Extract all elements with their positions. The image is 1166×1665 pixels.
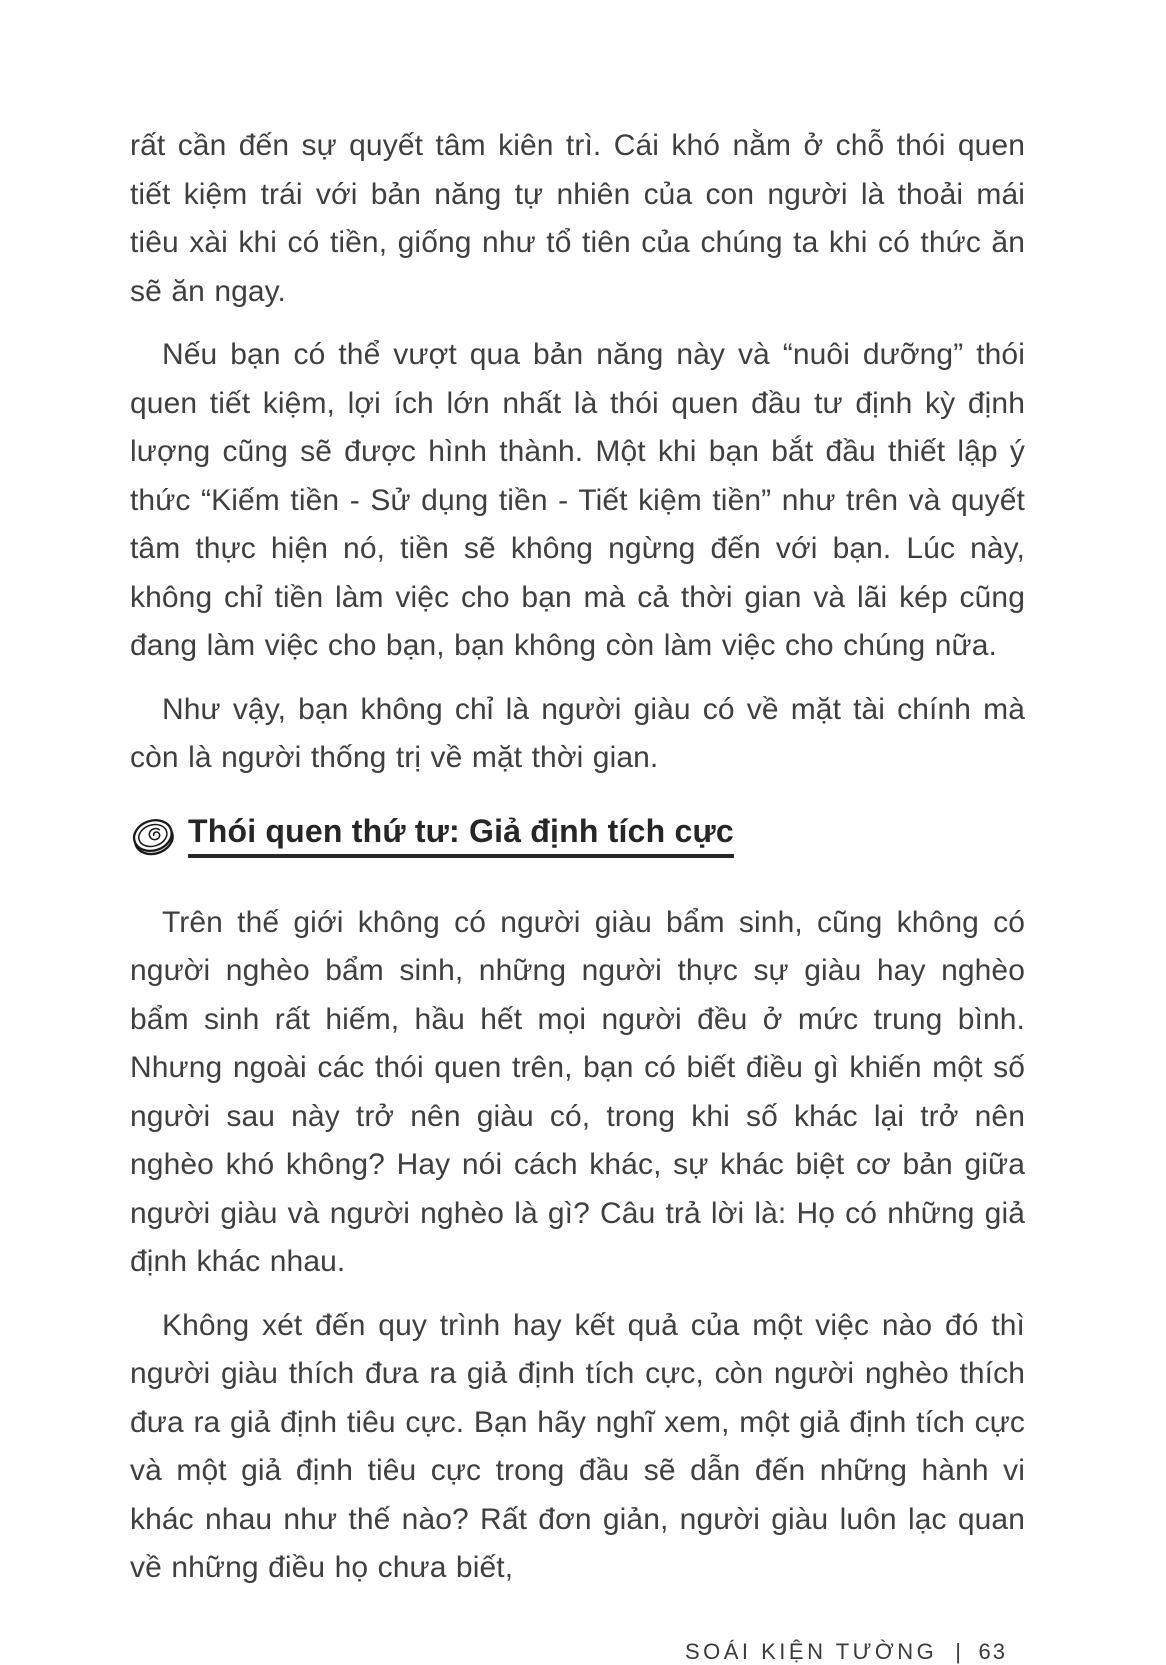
paragraph-saving-habit: Nếu bạn có thể vượt qua bản năng này và “nuôi dưỡng” thói quen tiết kiệm, lợi ích lớn nhất là thói quen đầu tư định kỳ định lượng cũng sẽ được hình thành. Một khi bạn bắt đầu thiết lập ý thức “Kiếm tiền - Sử dụng tiền - Tiết kiệm tiền” như trên và quyết tâm thực hiện nó, tiền sẽ không ngừng đến với bạn. Lúc này, không chỉ tiền làm việc cho bạn mà cả thời gian và lãi kép cũng đang làm việc cho bạn, bạn không còn làm việc cho chúng nữa. xyxy=(130,338,1025,662)
paragraph-positive-negative: Không xét đến quy trình hay kết quả của một việc nào đó thì người giàu thích đưa ra giả định tích cực, còn người nghèo thích đưa ra giả định tiêu cực. Bạn hãy nghĩ xem, một giả định tích cực và một giả định tiêu cực trong đầu sẽ dẫn đến những hành vi khác nhau như thế nào? Rất đơn giản, người giàu luôn lạc quan về những điều họ chưa biết, xyxy=(130,1308,1025,1584)
footer-page-number: 63 xyxy=(978,1638,1007,1664)
paragraph-continuation: rất cần đến sự quyết tâm kiên trì. Cái khó nằm ở chỗ thói quen tiết kiệm trái với bản năng tự nhiên của con người là thoải mái tiêu xài khi có tiền, giống như tổ tiên của chúng ta khi có thức ăn sẽ ăn ngay. xyxy=(130,129,1025,308)
footer-author: SOÁI KIỆN TƯỜNG xyxy=(684,1638,938,1664)
page-footer xyxy=(130,1639,1025,1665)
section-title: Thói quen thứ tư: Giả định tích cực xyxy=(188,813,734,859)
paragraph-time-master: Như vậy, bạn không chỉ là người giàu có về mặt tài chính mà còn là người thống trị về mặt thời gian. xyxy=(130,692,1025,774)
paragraph-assumptions-intro: Trên thế giới không có người giàu bẩm sinh, cũng không có người nghèo bẩm sinh, những người thực sự giàu hay nghèo bẩm sinh rất hiếm, hầu hết mọi người đều ở mức trung bình. Nhưng ngoài các thói quen trên, bạn có biết điều gì khiến một số người sau này trở nên giàu có, trong khi số khác lại trở nên nghèo khó không? Hay nói cách khác, sự khác biệt cơ bản giữa người giàu và người nghèo là gì? Câu trả lời là: Họ có những giả định khác nhau. xyxy=(130,905,1025,1278)
section-heading xyxy=(130,813,1025,859)
coin-spiral-icon xyxy=(130,813,176,859)
footer-separator: | xyxy=(955,1638,965,1664)
